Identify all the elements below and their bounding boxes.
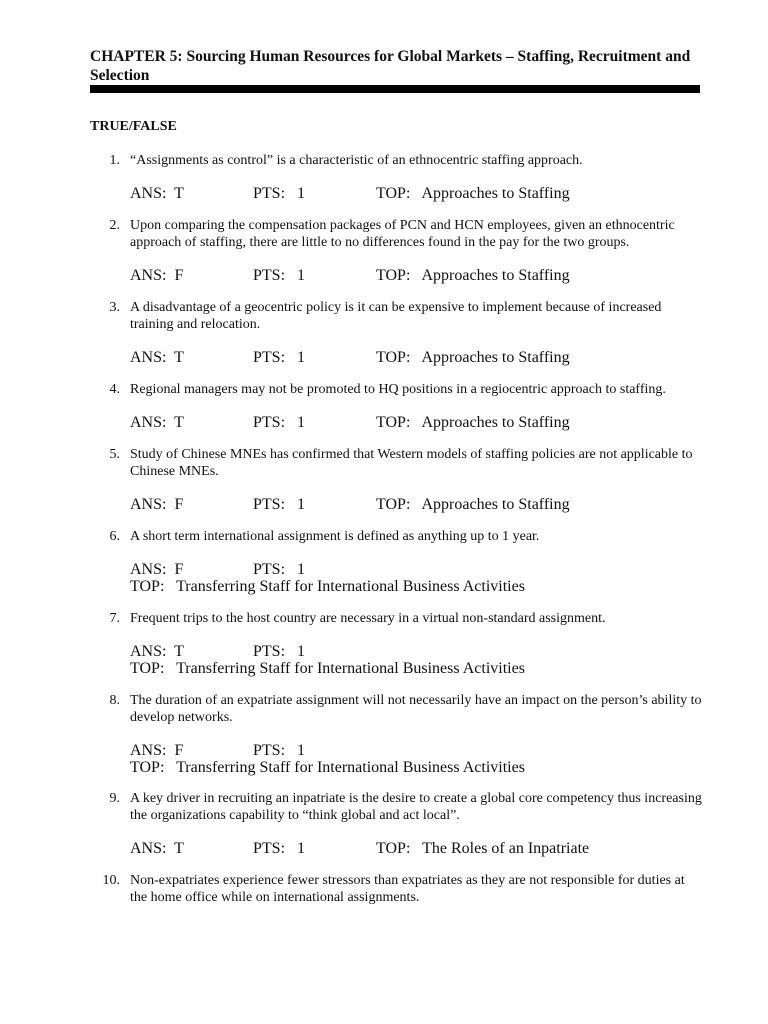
points-value: PTS: 1	[253, 349, 306, 366]
section-heading: TRUE/FALSE	[90, 119, 177, 134]
question-number: 6.	[109, 529, 120, 544]
answer-row	[130, 349, 705, 366]
question-number: 10.	[102, 873, 120, 888]
answer-value: ANS: T	[130, 840, 184, 857]
question-text: Frequent trips to the host country are necessary in a virtual non-standard assignment.	[130, 611, 606, 626]
answer-row	[130, 267, 705, 284]
topic-value: TOP: Transferring Staff for International Business Activities	[130, 759, 525, 776]
question-number: 8.	[109, 693, 120, 708]
question-text: Study of Chinese MNEs has confirmed that Western models of staffing policies are not applicable to Chinese MNEs.	[130, 447, 693, 479]
answer-row	[130, 742, 705, 759]
answer-value: ANS: T	[130, 643, 184, 660]
topic-value: TOP: Approaches to Staffing	[376, 349, 570, 366]
answer-value: ANS: F	[130, 561, 184, 578]
answer-value: ANS: T	[130, 349, 184, 366]
answer-value: ANS: T	[130, 414, 184, 431]
question-text: “Assignments as control” is a characteristic of an ethnocentric staffing approach.	[130, 153, 583, 168]
answer-value: ANS: F	[130, 496, 184, 513]
question-text: A disadvantage of a geocentric policy is it can be expensive to implement because of increased training and relocation.	[130, 300, 662, 332]
question-number: 2.	[109, 218, 120, 233]
answer-row	[130, 643, 705, 660]
title-rule	[90, 85, 700, 93]
topic-value: TOP: Approaches to Staffing	[376, 185, 570, 202]
question-text: Regional managers may not be promoted to HQ positions in a regiocentric approach to staffing.	[130, 382, 666, 397]
points-value: PTS: 1	[253, 561, 306, 578]
answer-row	[130, 496, 705, 513]
answer-value: ANS: F	[130, 742, 184, 759]
answer-row	[130, 414, 705, 431]
points-value: PTS: 1	[253, 643, 306, 660]
answer-value: ANS: T	[130, 185, 184, 202]
question-text: Non-expatriates experience fewer stressors than expatriates as they are not responsible for duties at the home office while on international assignments.	[130, 873, 685, 905]
question-number: 1.	[109, 153, 120, 168]
question-number: 7.	[109, 611, 120, 626]
answer-value: ANS: F	[130, 267, 184, 284]
points-value: PTS: 1	[253, 496, 306, 513]
question-number: 3.	[109, 300, 120, 315]
question-text: A key driver in recruiting an inpatriate is the desire to create a global core competency thus increasing the organizations capability to “think global and act local”.	[130, 791, 702, 823]
question-text: Upon comparing the compensation packages of PCN and HCN employees, given an ethnocentric approach of staffing, there are little to no differences found in the pay for the two groups.	[130, 218, 675, 250]
topic-value: TOP: The Roles of an Inpatriate	[376, 840, 590, 857]
topic-value: TOP: Transferring Staff for International Business Activities	[130, 578, 525, 595]
points-value: PTS: 1	[253, 840, 306, 857]
points-value: PTS: 1	[253, 414, 306, 431]
points-value: PTS: 1	[253, 742, 306, 759]
question-text: The duration of an expatriate assignment will not necessarily have an impact on the person’s ability to develop networks.	[130, 693, 702, 725]
topic-value: TOP: Transferring Staff for International Business Activities	[130, 660, 525, 677]
question-number: 9.	[109, 791, 120, 806]
topic-value: TOP: Approaches to Staffing	[376, 496, 570, 513]
topic-value: TOP: Approaches to Staffing	[376, 414, 570, 431]
question-number: 4.	[109, 382, 120, 397]
page-title: CHAPTER 5: Sourcing Human Resources for Global Markets – Staffing, Recruitment and Selection	[90, 48, 691, 84]
answer-row	[130, 561, 705, 578]
question-text: A short term international assignment is defined as anything up to 1 year.	[130, 529, 540, 544]
answer-row	[130, 840, 705, 857]
points-value: PTS: 1	[253, 267, 306, 284]
answer-row	[130, 185, 705, 202]
question-number: 5.	[109, 447, 120, 462]
points-value: PTS: 1	[253, 185, 306, 202]
topic-value: TOP: Approaches to Staffing	[376, 267, 570, 284]
